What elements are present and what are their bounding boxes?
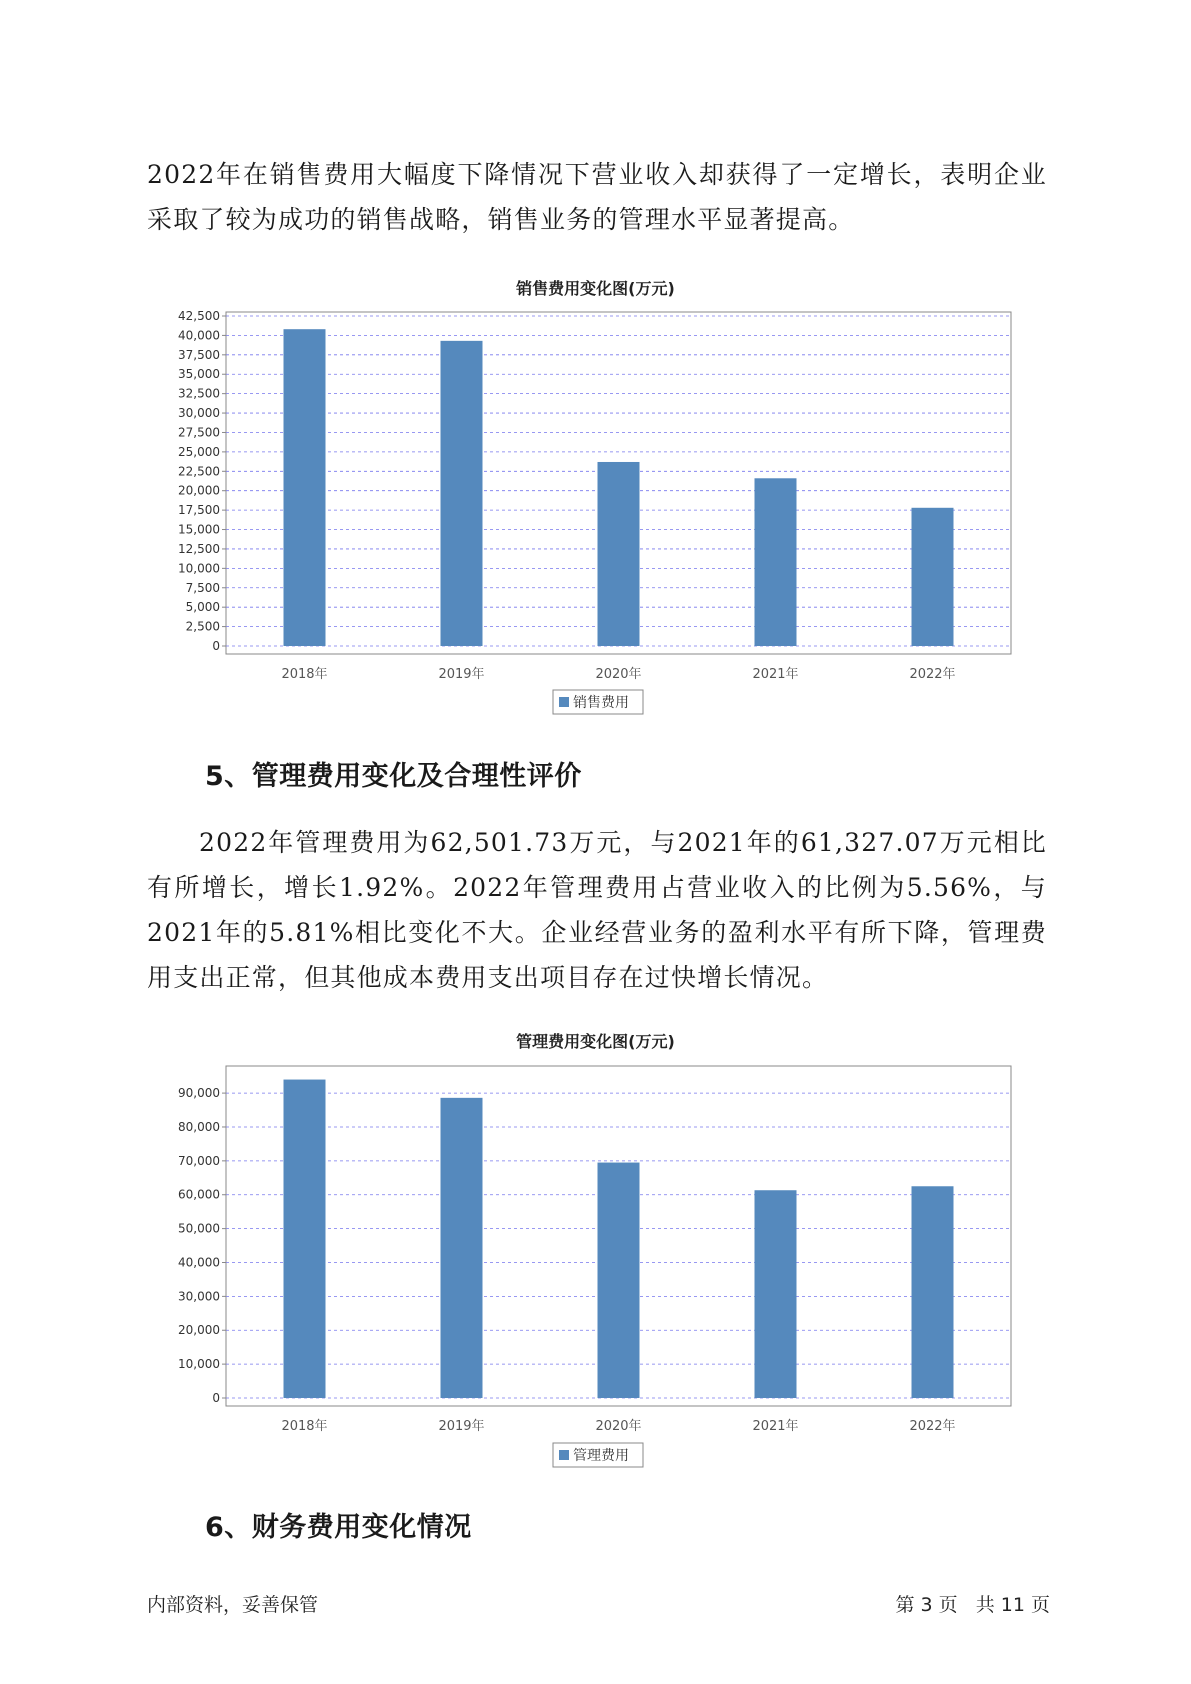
footer-confidential-note: 内部资料，妥善保管 — [147, 1594, 319, 1616]
footer-page-number: 第 3 页 共 11 页 — [895, 1594, 1050, 1616]
x-tick-label: 2019年 — [438, 1419, 485, 1434]
y-tick-label: 7,500 — [185, 580, 220, 595]
y-tick-label: 40,000 — [178, 1255, 220, 1270]
bar — [755, 1190, 797, 1398]
y-tick-label: 70,000 — [178, 1153, 220, 1168]
section-6-heading: 6、财务费用变化情况 — [205, 1512, 472, 1543]
y-tick-label: 50,000 — [178, 1221, 220, 1236]
y-tick-label: 27,500 — [178, 425, 220, 440]
x-tick-label: 2020年 — [595, 667, 642, 682]
x-tick-label: 2018年 — [281, 667, 328, 682]
y-tick-label: 15,000 — [178, 522, 220, 537]
y-tick-label: 0 — [212, 639, 220, 653]
admin-expense-chart-title: 管理费用变化图(万元) — [516, 1032, 675, 1051]
x-tick-label: 2021年 — [752, 667, 799, 682]
y-tick-label: 22,500 — [178, 464, 220, 479]
y-tick-label: 42,500 — [178, 309, 220, 323]
y-tick-label: 10,000 — [178, 561, 220, 576]
x-tick-label: 2018年 — [281, 1419, 328, 1434]
bar — [912, 1186, 954, 1398]
y-tick-label: 37,500 — [178, 347, 220, 362]
x-tick-label: 2022年 — [909, 1419, 956, 1434]
x-tick-label: 2022年 — [909, 667, 956, 682]
intro-paragraph: 2022年在销售费用大幅度下降情况下营业收入却获得了一定增长，表明企业采取了较为成功的销售战略，销售业务的管理水平显著提高。 — [147, 160, 1047, 234]
y-tick-label: 30,000 — [178, 406, 220, 421]
y-tick-label: 2,500 — [185, 619, 220, 634]
y-tick-label: 20,000 — [178, 1323, 220, 1338]
y-tick-label: 10,000 — [178, 1357, 220, 1372]
y-tick-label: 80,000 — [178, 1119, 220, 1134]
y-tick-label: 32,500 — [178, 386, 220, 401]
y-tick-label: 40,000 — [178, 328, 220, 343]
legend-swatch — [559, 1450, 569, 1460]
y-tick-label: 17,500 — [178, 503, 220, 518]
y-tick-label: 30,000 — [178, 1289, 220, 1304]
y-tick-label: 0 — [212, 1391, 220, 1405]
sales-expense-chart-title: 销售费用变化图(万元) — [516, 279, 675, 298]
x-tick-label: 2020年 — [595, 1419, 642, 1434]
y-tick-label: 20,000 — [178, 483, 220, 498]
y-tick-label: 25,000 — [178, 444, 220, 459]
y-tick-label: 35,000 — [178, 367, 220, 382]
x-tick-label: 2019年 — [438, 667, 485, 682]
legend-label: 销售费用 — [573, 695, 629, 711]
y-tick-label: 5,000 — [185, 600, 220, 615]
y-tick-label: 60,000 — [178, 1187, 220, 1202]
x-tick-label: 2021年 — [752, 1419, 799, 1434]
bar — [598, 1163, 640, 1398]
y-tick-label: 90,000 — [178, 1086, 220, 1101]
bar — [284, 1080, 326, 1398]
y-tick-label: 12,500 — [178, 541, 220, 556]
legend-label: 管理费用 — [573, 1448, 629, 1464]
bar — [441, 1098, 483, 1398]
section-5-paragraph: 2022年管理费用为62,501.73万元，与2021年的61,327.07万元相比有所增长，增长1.92%。2022年管理费用占营业收入的比例为5.56%，与2021年的5.81%相比变化不大。企业经营业务的盈利水平有所下降，管理费用支出正常，但其他成本费用支出项目存在过快增长情况。 — [147, 828, 1047, 992]
section-5-heading: 5、管理费用变化及合理性评价 — [205, 761, 582, 792]
